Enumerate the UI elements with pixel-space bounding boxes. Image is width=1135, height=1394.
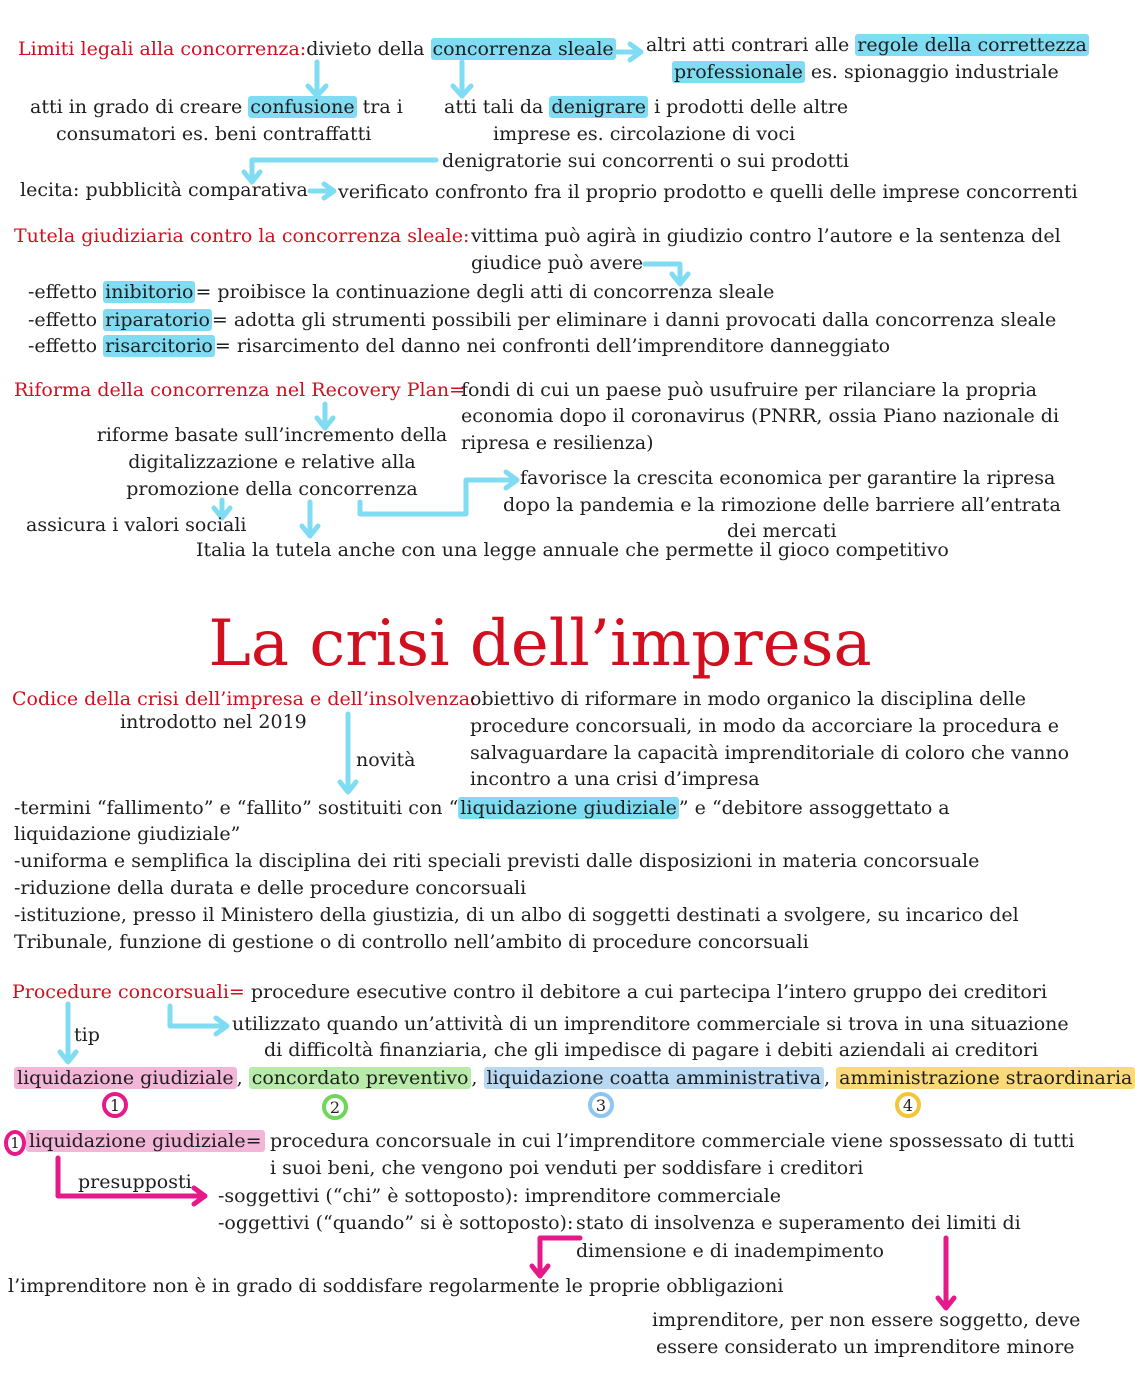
codice-introdotto: introdotto nel 2019: [120, 711, 307, 733]
concorrenza-sleale-highlight: concorrenza sleale: [432, 38, 614, 60]
termini-prefix: -termini “fallimento” e “fallito” sostituiti con “: [14, 797, 459, 819]
favorisce-line2: dopo la pandemia e la rimozione delle barriere all’entrata: [503, 494, 1061, 516]
limiti-label: Limiti legali alla concorrenza:: [18, 38, 307, 60]
riduzione-line: -riduzione della durata e delle procedure concorsuali: [14, 877, 527, 899]
insolvenza-line: l’imprenditore non è in grado di soddisfare regolarmente le proprie obbligazioni: [8, 1275, 784, 1297]
effect-prefix: -effetto: [28, 335, 104, 357]
italia-line: Italia la tutela anche con una legge annuale che permette il gioco competitivo: [196, 539, 949, 561]
effect-prefix: -effetto: [28, 281, 104, 303]
codice-label: Codice della crisi dell’impresa e dell’insolvenza:: [12, 688, 477, 710]
istituzione-line1: -istituzione, presso il Ministero della giustizia, di un albo di soggetti destinati a svolgere, su incarico del: [14, 904, 1019, 926]
stato-line2: dimensione e di inadempimento: [576, 1240, 884, 1262]
utilizzato-line2: di difficoltà finanziaria, che gli impedisce di pagare i debiti aziendali ai creditori: [264, 1039, 1039, 1061]
uniforma-line: -uniforma e semplifica la disciplina dei riti speciali previsti dalle disposizioni in materia concorsuale: [14, 850, 980, 872]
obiettivo-line3: salvaguardare la capacità imprenditoriale di coloro che vanno: [470, 742, 1070, 764]
page-title: La crisi dell’impresa: [208, 607, 872, 681]
denigrare-line1: [444, 94, 848, 121]
valori-sociali: assicura i valori sociali: [26, 514, 247, 536]
liquidazione-label: liquidazione giudiziale=: [26, 1130, 265, 1152]
lecita-desc: verificato confronto fra il proprio prodotto e quelli delle imprese concorrenti: [338, 181, 1078, 203]
type-liquidazione-coatta: liquidazione coatta amministrativa: [484, 1067, 825, 1089]
presupposti-label: presupposti: [78, 1171, 192, 1193]
liquidazione-number-badge: 1: [4, 1130, 26, 1156]
tutela-desc-line1: vittima può agirà in giudizio contro l’autore e la sentenza del: [471, 225, 1061, 247]
liquidazione-desc-line2: i suoi beni, che vengono poi venduti per soddisfare i creditori: [270, 1157, 864, 1179]
effect-desc: = risarcimento del danno nei confronti dell’imprenditore danneggiato: [214, 335, 891, 357]
number-badge-1: 1: [102, 1092, 128, 1118]
denigrare-suffix: i prodotti delle altre: [648, 96, 849, 118]
favorisce-line1: favorisce la crescita economica per garantire la ripresa: [520, 467, 1056, 489]
obiettivo-line2: procedure concorsuali, in modo da accorciare la procedura e: [470, 715, 1059, 737]
separator: ,: [236, 1067, 249, 1089]
obiettivo-line4: incontro a una crisi d’impresa: [470, 768, 760, 790]
confusione-prefix: atti in grado di creare: [30, 96, 249, 118]
number-badge-2: 2: [322, 1094, 348, 1120]
procedure-line: [12, 979, 1047, 1006]
separator: ,: [824, 1067, 837, 1089]
minore-line1: imprenditore, per non essere soggetto, deve: [652, 1309, 1081, 1331]
tip-label: tip: [74, 1024, 100, 1046]
effect-highlight: inibitorio: [105, 281, 194, 303]
favorisce-line3: dei mercati: [727, 520, 837, 542]
termini-line1: [14, 795, 950, 822]
effect-item: [28, 279, 774, 306]
denigrare-line3: denigratorie sui concorrenti o sui prodotti: [442, 150, 849, 172]
limiti-text: divieto della: [306, 38, 431, 60]
altri-atti-line2: [672, 59, 1059, 86]
altri-atti-suffix: es. spionaggio industriale: [804, 61, 1059, 83]
liquidazione-highlight: liquidazione giudiziale: [460, 797, 677, 819]
effect-desc: = adotta gli strumenti possibili per eliminare i danni provocati dalla concorrenza sleale: [211, 309, 1057, 331]
effect-item: [28, 307, 1056, 334]
riforma-desc-line2: economia dopo il coronavirus (PNRR, ossia Piano nazionale di: [461, 405, 1060, 427]
confusione-suffix: tra i: [356, 96, 403, 118]
riforma-desc-line1: fondi di cui un paese può usufruire per rilanciare la propria: [461, 379, 1037, 401]
riforme-line1: riforme basate sull’incremento della: [96, 424, 448, 446]
procedure-types: [14, 1065, 1135, 1092]
riforma-desc-line3: ripresa e resilienza): [461, 432, 654, 454]
riforme-line2: digitalizzazione e relative alla: [128, 451, 416, 473]
procedure-label: Procedure concorsuali=: [12, 981, 245, 1003]
effect-highlight: risarcitorio: [105, 335, 213, 357]
effect-desc: = proibisce la continuazione degli atti di concorrenza sleale: [195, 281, 775, 303]
termini-line2: liquidazione giudiziale”: [14, 823, 241, 845]
procedure-desc: procedure esecutive contro il debitore a cui partecipa l’intero gruppo dei creditori: [244, 981, 1048, 1003]
limiti-line: [18, 36, 616, 63]
type-amministrazione-straordinaria: amministrazione straordinaria: [836, 1067, 1135, 1089]
effect-item: [28, 333, 890, 360]
riforma-label: Riforma della concorrenza nel Recovery Plan=: [14, 379, 466, 401]
confusione-line1: [30, 94, 403, 121]
obiettivo-line1: obiettivo di riformare in modo organico la disciplina delle: [470, 688, 1026, 710]
denigrare-line2: imprese es. circolazione di voci: [493, 123, 796, 145]
istituzione-line2: Tribunale, funzione di gestione o di controllo nell’ambito di procedure concorsuali: [14, 931, 809, 953]
tutela-desc-line2: giudice può avere: [471, 252, 644, 274]
number-badge-3: 3: [588, 1092, 614, 1118]
effect-prefix: -effetto: [28, 309, 104, 331]
novita-label: novità: [356, 749, 416, 771]
stato-line1: stato di insolvenza e superamento dei limiti di: [576, 1212, 1021, 1234]
type-liquidazione-giudiziale: liquidazione giudiziale: [14, 1067, 237, 1089]
soggettivi-line: -soggettivi (“chi” è sottoposto): imprenditore commerciale: [218, 1185, 781, 1207]
minore-line2: essere considerato un imprenditore minore: [656, 1336, 1075, 1358]
tutela-label: Tutela giudiziaria contro la concorrenza sleale:: [14, 225, 470, 247]
utilizzato-line1: utilizzato quando un’attività di un imprenditore commerciale si trova in una situazione: [232, 1013, 1069, 1035]
number-badge-4: 4: [895, 1092, 921, 1118]
denigrare-prefix: atti tali da: [444, 96, 550, 118]
oggettivi-line: -oggettivi (“quando” si è sottoposto):: [218, 1212, 574, 1234]
termini-suffix: ” e “debitore assoggettato a: [678, 797, 950, 819]
professionale-highlight: professionale: [674, 61, 803, 83]
liquidazione-label-wrap: [26, 1128, 265, 1155]
riforme-line3: promozione della concorrenza: [126, 478, 418, 500]
confusione-line2: consumatori es. beni contraffatti: [56, 123, 372, 145]
separator: ,: [471, 1067, 484, 1089]
type-concordato-preventivo: concordato preventivo: [249, 1067, 472, 1089]
effect-highlight: riparatorio: [105, 309, 210, 331]
altri-atti-line1: [646, 32, 1089, 59]
denigrare-highlight: denigrare: [551, 96, 647, 118]
confusione-highlight: confusione: [250, 96, 355, 118]
altri-atti-prefix: altri atti contrari alle: [646, 34, 856, 56]
regole-highlight: regole della correttezza: [857, 34, 1087, 56]
lecita-label: lecita: pubblicità comparativa: [20, 179, 308, 201]
liquidazione-desc-line1: procedura concorsuale in cui l’imprenditore commerciale viene spossessato di tutti: [270, 1130, 1075, 1152]
